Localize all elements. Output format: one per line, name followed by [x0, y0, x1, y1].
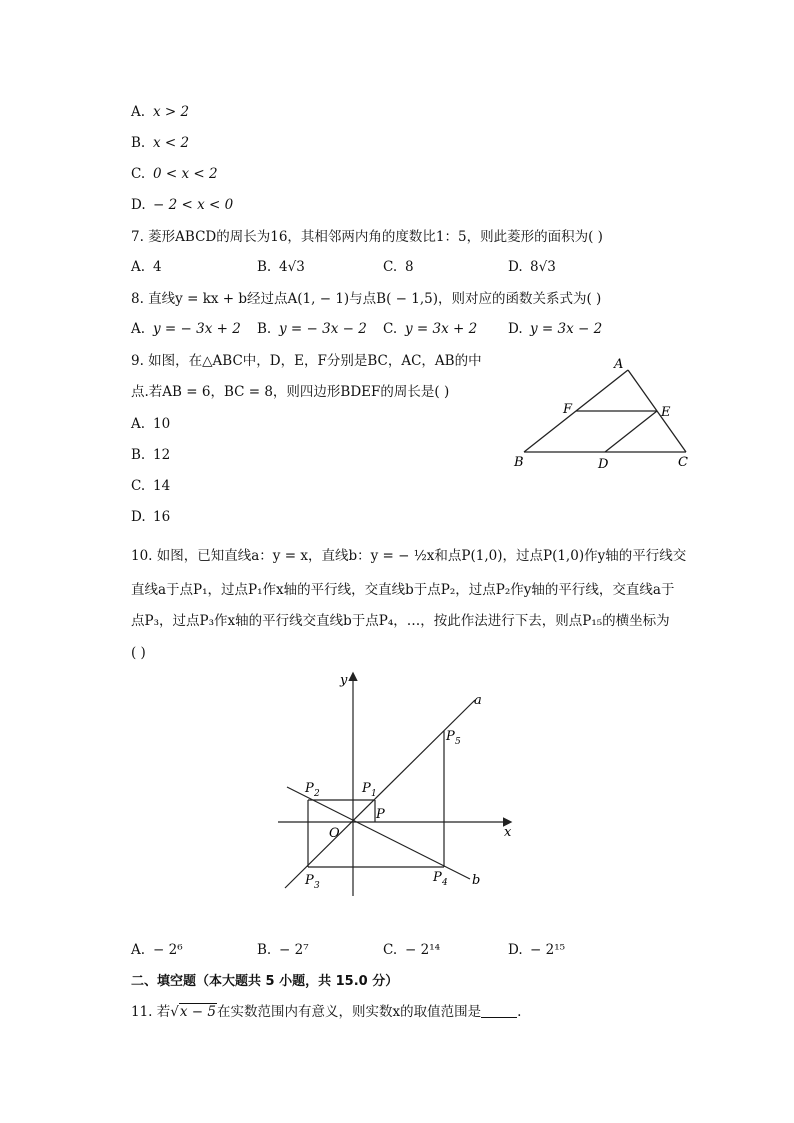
option-text: y = 3x + 2 [405, 321, 478, 337]
answer-blank[interactable] [481, 1003, 517, 1018]
label-e: E [661, 405, 671, 420]
q9-triangle-figure [510, 352, 700, 477]
option-text: − 2¹⁵ [530, 942, 566, 958]
q11-suffix: 在实数范围内有意义，则实数x的取值范围是 [216, 1004, 482, 1020]
label-b: b [472, 873, 481, 888]
option-label: D. [508, 321, 523, 337]
q10-stem-line2: 直线a于点P₁，过点P₁作x轴的平行线，交直线b于点P₂，过点P₂作y轴的平行线，交直线a于 [131, 582, 675, 598]
option-label: C. [131, 166, 146, 182]
option-text: − 2 < x < 0 [153, 197, 234, 213]
q10-stem-line4: ( ) [131, 645, 146, 661]
label-origin: O [329, 826, 340, 841]
option-text: 8√3 [530, 259, 556, 275]
label-p4: P [433, 870, 442, 885]
label-y: y [340, 673, 348, 688]
q9-stem-line1: 9. 如图，在△ABC中，D，E，F分别是BC，AC，AB的中 [131, 353, 482, 369]
option-label: B. [257, 942, 272, 958]
option-label: B. [257, 321, 272, 337]
label-p3-sub: 3 [314, 881, 320, 891]
q7-option-a [131, 259, 162, 275]
label-a: a [474, 693, 482, 708]
option-label: C. [131, 478, 146, 494]
label-p5: P [446, 729, 455, 744]
option-label: D. [131, 509, 146, 525]
q9-option-a [131, 415, 170, 433]
q10-stem-line3: 点P₃，过点P₃作x轴的平行线交直线b于点P₄，…，按此作法进行下去，则点P₁₅的横坐标为 [131, 613, 670, 629]
q9-stem-line2: 点.若AB = 6，BC = 8，则四边形BDEF的周长是( ) [131, 384, 450, 400]
option-text: y = 3x − 2 [530, 321, 603, 337]
option-text: − 2⁶ [153, 942, 183, 958]
label-a: A [614, 357, 624, 372]
q11-prefix: 11. 若 [131, 1004, 171, 1020]
label-f: F [563, 402, 573, 417]
option-text: 4 [153, 259, 162, 275]
q8-stem: 8. 直线y = kx + b经过点A(1, − 1)与点B( − 1,5)，则对应的函数关系式为( ) [131, 291, 602, 307]
option-label: A. [131, 942, 146, 958]
q7-option-b [257, 259, 305, 275]
option-text: x > 2 [153, 104, 190, 120]
option-label: B. [257, 259, 272, 275]
q6-option-d [131, 196, 233, 214]
label-c: C [678, 455, 688, 470]
label-b: B [514, 455, 524, 470]
option-text: 12 [153, 447, 171, 463]
q9-option-d [131, 508, 170, 526]
option-text: y = − 3x + 2 [153, 321, 241, 337]
option-label: C. [383, 321, 398, 337]
option-text: x < 2 [153, 135, 190, 151]
q8-option-a [131, 321, 241, 337]
option-text: 0 < x < 2 [153, 166, 218, 182]
option-label: A. [131, 259, 146, 275]
q11-radicand: x − 5 [179, 1004, 216, 1020]
q8-option-d [508, 321, 602, 337]
q11-stem [131, 1003, 521, 1021]
option-label: D. [508, 259, 523, 275]
option-label: B. [131, 135, 146, 151]
q8-option-b [257, 321, 367, 337]
label-p3: P [305, 873, 314, 888]
label-p2: P [305, 781, 314, 796]
q6-option-c [131, 165, 218, 183]
option-text: y = − 3x − 2 [279, 321, 367, 337]
option-text: 4√3 [279, 259, 305, 275]
label-x: x [504, 825, 512, 840]
sqrt-sign: √ [170, 1004, 179, 1020]
option-text: 14 [153, 478, 171, 494]
option-text: 10 [153, 416, 171, 432]
option-label: A. [131, 416, 146, 432]
q6-option-a [131, 103, 189, 121]
option-label: C. [383, 942, 398, 958]
q10-option-c [383, 942, 440, 958]
q10-option-a [131, 942, 183, 958]
option-label: A. [131, 321, 146, 337]
q9-option-c [131, 477, 170, 495]
q7-option-d [508, 259, 556, 275]
section-heading: 二、填空题（本大题共 5 小题，共 15.0 分） [131, 974, 399, 989]
option-text: − 2¹⁴ [405, 942, 441, 958]
label-p5-sub: 5 [455, 737, 461, 747]
option-label: D. [131, 197, 146, 213]
label-p: P [376, 807, 385, 822]
option-text: − 2⁷ [279, 942, 309, 958]
label-p4-sub: 4 [442, 878, 448, 888]
label-p1-sub: 1 [371, 789, 377, 799]
option-label: C. [383, 259, 398, 275]
option-label: D. [508, 942, 523, 958]
label-p2-sub: 2 [314, 789, 320, 799]
q10-stem-line1: 10. 如图，已知直线a：y = x，直线b：y = − ½x和点P(1,0)，过点P(1,0)作y轴的平行线交 [131, 548, 687, 564]
segment-de [605, 411, 657, 452]
q9-option-b [131, 446, 170, 464]
q8-option-c [383, 321, 477, 337]
q7-option-c [383, 259, 414, 275]
option-text: 16 [153, 509, 171, 525]
q10-option-d [508, 942, 565, 958]
q7-stem: 7. 菱形ABCD的周长为16，其相邻两内角的度数比1：5，则此菱形的面积为( ) [131, 229, 603, 245]
option-label: A. [131, 104, 146, 120]
option-label: B. [131, 447, 146, 463]
label-p1: P [362, 781, 371, 796]
line-b [287, 787, 470, 879]
label-d: D [598, 457, 609, 472]
q6-option-b [131, 134, 189, 152]
q11-end: . [517, 1004, 522, 1020]
option-text: 8 [405, 259, 414, 275]
q10-coordinate-figure [270, 666, 530, 906]
q10-option-b [257, 942, 309, 958]
